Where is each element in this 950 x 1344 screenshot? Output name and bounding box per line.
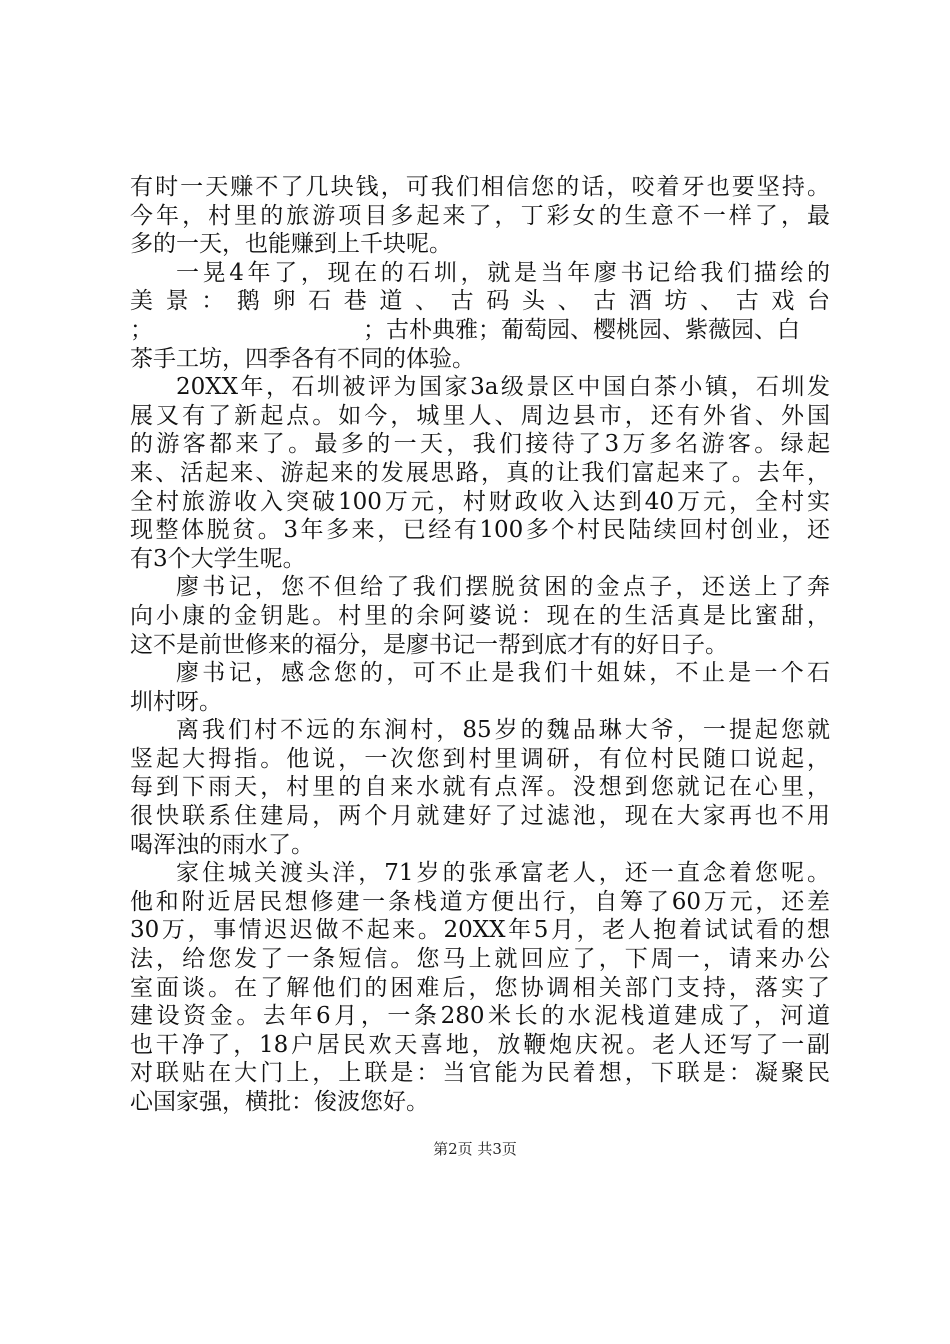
text-fragment: ； — [130, 316, 153, 343]
text-line: 廖书记，感念您的，可不止是我们十姐妹，不止是一个石 — [176, 660, 830, 687]
text-line: 很快联系住建局，两个月就建好了过滤池，现在大家再也不用 — [130, 803, 830, 830]
text-line: 有时一天赚不了几块钱，可我们相信您的话，咬着牙也要坚持。 — [130, 174, 830, 200]
text-line: 茶手工坊，四季各有不同的体验。 — [130, 345, 475, 372]
text-line: 来、活起来、游起来的发展思路，真的让我们富起来了。去年， — [130, 459, 830, 486]
page-footer — [0, 1138, 950, 1159]
text-line: 的游客都来了。最多的一天，我们接待了3万多名游客。绿起 — [130, 431, 830, 458]
text-line: 现整体脱贫。3年多来，已经有100多个村民陆续回村创业，还 — [130, 517, 830, 544]
text-line: 廖书记，您不但给了我们摆脱贫困的金点子，还送上了奔 — [176, 574, 830, 601]
text-line: 建设资金。去年6月，一条280米长的水泥栈道建成了，河道 — [130, 1003, 830, 1030]
text-line: 每到下雨天，村里的自来水就有点浑。没想到您就记在心里， — [130, 774, 830, 801]
text-line: 展又有了新起点。如今，城里人、周边县市，还有外省、外国 — [130, 402, 830, 429]
text-line: 也干净了，18户居民欢天喜地，放鞭炮庆祝。老人还写了一副 — [130, 1031, 830, 1058]
text-line: 室面谈。在了解他们的困难后，您协调相关部门支持，落实了 — [130, 974, 830, 1001]
document-body — [130, 173, 830, 1117]
text-line: 美景：鹅卵石巷道、古码头、古酒坊、古戏台 — [130, 288, 830, 315]
text-line: 向小康的金钥匙。村里的余阿婆说：现在的生活真是比蜜甜， — [130, 602, 830, 629]
text-line: 今年，村里的旅游项目多起来了，丁彩女的生意不一样了，最 — [130, 202, 830, 229]
text-line-split — [130, 316, 830, 345]
text-line: 喝浑浊的雨水了。 — [130, 831, 314, 858]
paragraph-1 — [130, 173, 830, 259]
page-number: 第2页 共3页 — [433, 1140, 517, 1158]
text-line: 法，给您发了一条短信。您马上就回应了，下周一，请来办公 — [130, 946, 830, 973]
text-line: 对联贴在大门上，上联是：当官能为民着想，下联是：凝聚民 — [130, 1060, 830, 1087]
text-line: 有3个大学生呢。 — [130, 545, 306, 572]
text-line: 多的一天，也能赚到上千块呢。 — [130, 231, 452, 258]
text-line: 竖起大拇指。他说，一次您到村里调研，有位村民随口说起， — [130, 745, 830, 772]
text-line: 一晃4年了，现在的石圳，就是当年廖书记给我们描绘的 — [176, 259, 830, 286]
paragraph-2 — [130, 259, 830, 373]
paragraph-4 — [130, 573, 830, 659]
text-line: 全村旅游收入突破100万元，村财政收入达到40万元，全村实 — [130, 488, 830, 515]
text-line: 这不是前世修来的福分，是廖书记一帮到底才有的好日子。 — [130, 631, 728, 658]
paragraph-6 — [130, 716, 830, 859]
text-line: 20XX年，石圳被评为国家3a级景区中国白茶小镇，石圳发 — [176, 374, 830, 401]
text-line: 他和附近居民想修建一条栈道方便出行，自筹了60万元，还差 — [130, 888, 830, 915]
text-line: 家住城关渡头洋，71岁的张承富老人，还一直念着您呢。 — [176, 860, 830, 887]
paragraph-7 — [130, 859, 830, 1116]
text-line: 圳村呀。 — [130, 688, 222, 715]
paragraph-5 — [130, 659, 830, 716]
paragraph-3 — [130, 373, 830, 573]
text-fragment: ；古朴典雅；葡萄园、樱桃园、紫薇园、白 — [363, 316, 800, 343]
text-line: 30万，事情迟迟做不起来。20XX年5月，老人抱着试试看的想 — [130, 917, 830, 944]
text-line: 离我们村不远的东涧村，85岁的魏品琳大爷，一提起您就 — [176, 717, 830, 744]
text-line: 心国家强，横批：俊波您好。 — [130, 1089, 429, 1115]
